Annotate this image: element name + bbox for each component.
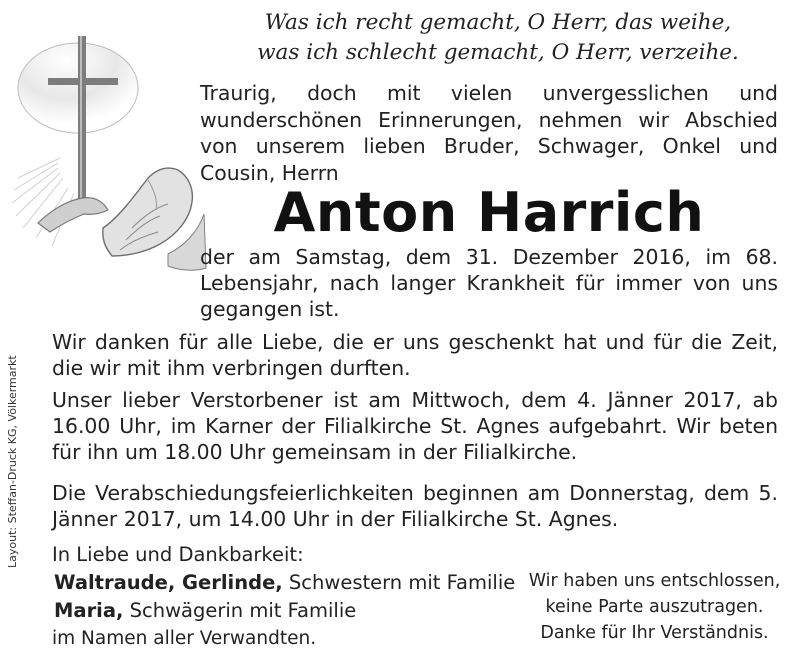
note-line-1: Wir haben uns entschlossen, [528, 571, 781, 591]
memorial-quote [218, 8, 778, 68]
lying-in-state-paragraph [52, 387, 778, 465]
ceremony-text-2: . [611, 507, 619, 531]
ceremony-text-1: Die Verabschiedungsfeierlichkeiten beginnen am Donnerstag, dem 5. Jänner 2017, um 14.00 Uhr in der [52, 481, 778, 531]
sister-in-law-name: Maria, [54, 599, 124, 622]
layout-credit: Layout: Steffan-Druck KG, Völkermarkt [6, 355, 19, 568]
note-line-2: keine Parte auszutragen. [545, 597, 764, 617]
quote-line-2: was ich schlecht gemacht, O Herr, verzeihe. [257, 40, 739, 65]
ceremony-location: Filialkirche St. Agnes [400, 507, 612, 531]
sisters-names: Waltraude, Gerlinde, [54, 571, 283, 594]
signature-relatives: im Namen aller Verwandten. [52, 628, 317, 649]
quote-line-1: Was ich recht gemacht, O Herr, das weihe, [264, 10, 732, 35]
intro-paragraph: Traurig, doch mit vielen unvergesslichen und wunderschönen Erinnerungen, nehmen wir Abschied von unserem lieben Bruder, Schwager, Onkel und Cousin, Herrn [200, 81, 778, 185]
death-paragraph: der am Samstag, dem 31. Dezember 2016, im 68. Lebensjahr, nach langer Krankheit für immer von uns gegangen ist. [200, 245, 778, 321]
no-parte-note [522, 568, 787, 646]
lying-in-state-text-1: Unser lieber Verstorbener ist am Mittwoch, dem 4. Jänner 2017, ab 16.00 Uhr, im [52, 388, 778, 438]
signature-row-sister-in-law [54, 597, 522, 625]
sister-in-law-relation: Schwägerin mit Familie [123, 599, 357, 622]
lying-in-state-text-2: aufgebahrt. Wir beten für ihn um 18.00 Uhr gemeinsam in der Filialkirche. [52, 414, 778, 464]
signature-heading: In Liebe und Dankbarkeit: [52, 543, 304, 566]
signature-row-sisters [54, 569, 522, 597]
signature-block [52, 541, 522, 653]
sisters-relation: Schwestern mit Familie [282, 571, 516, 594]
thanks-paragraph: Wir danken für alle Liebe, die er uns geschenkt hat und für die Zeit, die wir mit ihm verbringen durften. [52, 330, 778, 380]
deceased-name: Anton Harrich [273, 181, 705, 244]
lying-in-state-location: Karner der Filialkirche St. Agnes [205, 414, 540, 438]
cross-and-hands-icon [8, 28, 208, 278]
ceremony-paragraph [52, 480, 778, 532]
note-line-3: Danke für Ihr Verständnis. [540, 623, 769, 643]
